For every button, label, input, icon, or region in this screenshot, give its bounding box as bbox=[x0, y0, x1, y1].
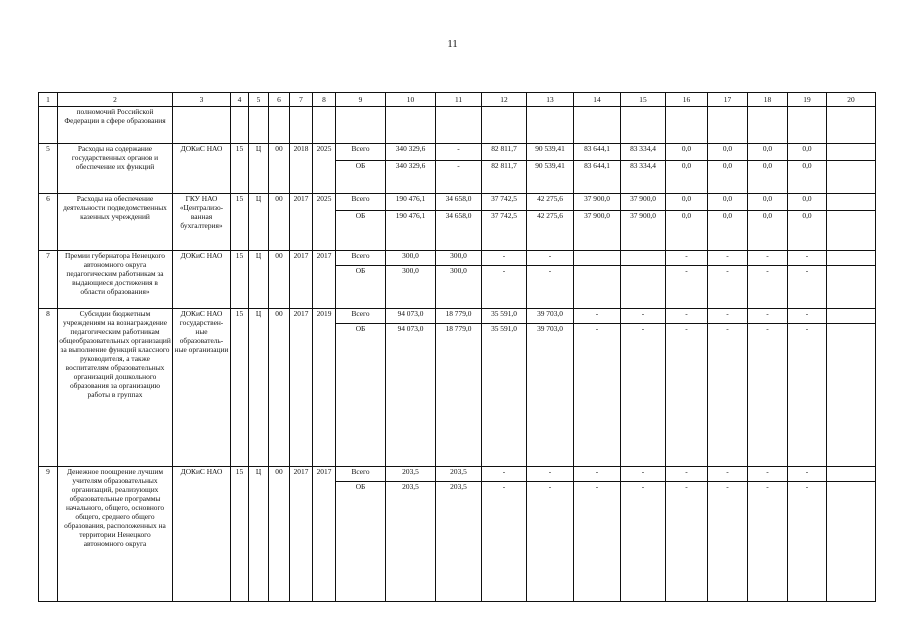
empty-cell bbox=[436, 107, 482, 144]
executor: ДОКиС НАО bbox=[173, 251, 231, 309]
year-2025-value: - bbox=[788, 467, 827, 482]
year-2022-value: - bbox=[666, 482, 708, 602]
code-2: Ц bbox=[249, 309, 269, 467]
year-2022-value: - bbox=[666, 309, 708, 324]
year-2024-value: 0,0 bbox=[748, 144, 788, 161]
funding-source: Всего bbox=[336, 194, 386, 211]
total-value: 340 329,6 bbox=[386, 144, 436, 161]
year-2024-value: 0,0 bbox=[748, 194, 788, 211]
column-header-year-2020: 14 bbox=[574, 93, 621, 107]
year-2019-value: - bbox=[527, 467, 574, 482]
extra-value bbox=[827, 467, 876, 482]
year-2022-value: 0,0 bbox=[666, 211, 708, 251]
empty-cell bbox=[386, 107, 436, 144]
year-2018-value: 35 591,0 bbox=[482, 309, 527, 324]
code-3: 00 bbox=[269, 309, 290, 467]
funding-source: ОБ bbox=[336, 324, 386, 467]
year-2020-value: 83 644,1 bbox=[574, 144, 621, 161]
year-2018-value: - bbox=[482, 467, 527, 482]
year-2020-value: - bbox=[574, 467, 621, 482]
code-2: Ц bbox=[249, 251, 269, 309]
year-2022-value: - bbox=[666, 266, 708, 309]
code-1: 15 bbox=[231, 194, 249, 251]
row-number: 5 bbox=[39, 144, 58, 194]
year-2025-value: - bbox=[788, 251, 827, 266]
year-2019-value: 42 275,6 bbox=[527, 211, 574, 251]
year-2023-value: - bbox=[708, 324, 748, 467]
year-2024-value: 0,0 bbox=[748, 161, 788, 194]
year-2023-value: 0,0 bbox=[708, 144, 748, 161]
measure-name: Денежное поощрение лучшим учителям образовательных организаций, реализующих образовательные программы начального, общего, основного общего, среднего общего образования, расположенных на территории Ненецкого автономного округа bbox=[58, 467, 173, 602]
year-2024-value: - bbox=[748, 482, 788, 602]
year-start: 2017 bbox=[290, 251, 313, 309]
total-value: 190 476,1 bbox=[386, 194, 436, 211]
empty-cell bbox=[482, 107, 527, 144]
funding-source: Всего bbox=[336, 144, 386, 161]
funding-source: ОБ bbox=[336, 266, 386, 309]
empty-cell bbox=[313, 107, 336, 144]
extra-value bbox=[827, 266, 876, 309]
year-2018-value: - bbox=[482, 266, 527, 309]
year-2024-value: - bbox=[748, 266, 788, 309]
year-2025-value: 0,0 bbox=[788, 161, 827, 194]
year-2018-value: 82 811,7 bbox=[482, 161, 527, 194]
year-2018-value: 37 742,5 bbox=[482, 194, 527, 211]
empty-cell bbox=[39, 107, 58, 144]
header-row bbox=[39, 93, 876, 107]
funding-source: ОБ bbox=[336, 161, 386, 194]
column-header-year-2018: 12 bbox=[482, 93, 527, 107]
year-2020-value bbox=[574, 266, 621, 309]
year-2022-value: - bbox=[666, 324, 708, 467]
column-header-year-2019: 13 bbox=[527, 93, 574, 107]
year-2022-value: 0,0 bbox=[666, 144, 708, 161]
column-header-measure-name: 2 bbox=[58, 93, 173, 107]
executor: ДОКиС НАО государствен-ные образователь-ные организации bbox=[173, 309, 231, 467]
total-value: 94 073,0 bbox=[386, 324, 436, 467]
empty-cell bbox=[527, 107, 574, 144]
year-start: 2017 bbox=[290, 467, 313, 602]
year-end: 2019 bbox=[313, 309, 336, 467]
year-end: 2025 bbox=[313, 194, 336, 251]
year-2022-value: 0,0 bbox=[666, 161, 708, 194]
year-2024-value: - bbox=[748, 251, 788, 266]
year-2020-value: - bbox=[574, 324, 621, 467]
total-value: 203,5 bbox=[386, 467, 436, 482]
code-1: 15 bbox=[231, 251, 249, 309]
table-row bbox=[39, 251, 876, 266]
year-2021-value: 37 900,0 bbox=[621, 194, 666, 211]
extra-value bbox=[827, 309, 876, 324]
year-2023-value: 0,0 bbox=[708, 194, 748, 211]
column-header-year-2024: 18 bbox=[748, 93, 788, 107]
year-2020-value: - bbox=[574, 309, 621, 324]
column-header-year-2021: 15 bbox=[621, 93, 666, 107]
empty-cell bbox=[231, 107, 249, 144]
year-2021-value: - bbox=[621, 467, 666, 482]
funding-source: Всего bbox=[336, 309, 386, 324]
table-row bbox=[39, 194, 876, 211]
year-2024-value: 0,0 bbox=[748, 211, 788, 251]
empty-cell bbox=[269, 107, 290, 144]
year-2018-value: 37 742,5 bbox=[482, 211, 527, 251]
year-2019-value: 90 539,41 bbox=[527, 161, 574, 194]
column-header-total: 10 bbox=[386, 93, 436, 107]
empty-cell bbox=[748, 107, 788, 144]
year-2019-value: 90 539,41 bbox=[527, 144, 574, 161]
extra-value bbox=[827, 144, 876, 161]
table-row bbox=[39, 309, 876, 324]
column-header-code-3: 6 bbox=[269, 93, 290, 107]
year-2020-value: - bbox=[574, 482, 621, 602]
year-2018-value: 35 591,0 bbox=[482, 324, 527, 467]
code-1: 15 bbox=[231, 467, 249, 602]
year-2017-value: 300,0 bbox=[436, 266, 482, 309]
column-header-code-2: 5 bbox=[249, 93, 269, 107]
year-2021-value: 83 334,4 bbox=[621, 144, 666, 161]
year-2019-value: - bbox=[527, 251, 574, 266]
year-2017-value: 34 658,0 bbox=[436, 211, 482, 251]
column-header-funding-source: 9 bbox=[336, 93, 386, 107]
year-2019-value: 42 275,6 bbox=[527, 194, 574, 211]
year-2025-value: 0,0 bbox=[788, 211, 827, 251]
total-value: 340 329,6 bbox=[386, 161, 436, 194]
continuation-row bbox=[39, 107, 876, 144]
year-2021-value bbox=[621, 266, 666, 309]
measure-name: Субсидии бюджетным учреждениям на вознаграждение педагогическим работникам общеобразовательных организаций за выполнение функций классного руководителя, а также воспитателям образовательных организаций дошкольного образования за организацию работы в группах bbox=[58, 309, 173, 467]
extra-value bbox=[827, 161, 876, 194]
year-start: 2018 bbox=[290, 144, 313, 194]
total-value: 94 073,0 bbox=[386, 309, 436, 324]
executor: ДОКиС НАО bbox=[173, 467, 231, 602]
year-2025-value: - bbox=[788, 482, 827, 602]
column-header-row-number: 1 bbox=[39, 93, 58, 107]
year-2019-value: 39 703,0 bbox=[527, 324, 574, 467]
year-2017-value: - bbox=[436, 144, 482, 161]
year-2017-value: 18 779,0 bbox=[436, 309, 482, 324]
column-header-extra: 20 bbox=[827, 93, 876, 107]
year-2017-value: 34 658,0 bbox=[436, 194, 482, 211]
year-2020-value: 37 900,0 bbox=[574, 194, 621, 211]
year-2017-value: 300,0 bbox=[436, 251, 482, 266]
year-2024-value: - bbox=[748, 324, 788, 467]
year-2017-value: 203,5 bbox=[436, 482, 482, 602]
total-value: 190 476,1 bbox=[386, 211, 436, 251]
year-2019-value: 39 703,0 bbox=[527, 309, 574, 324]
measure-name: Расходы на обеспечение деятельности подведомственных казенных учреждений bbox=[58, 194, 173, 251]
code-1: 15 bbox=[231, 144, 249, 194]
funding-source: Всего bbox=[336, 251, 386, 266]
year-2020-value: 83 644,1 bbox=[574, 161, 621, 194]
year-2017-value: 203,5 bbox=[436, 467, 482, 482]
year-2017-value: - bbox=[436, 161, 482, 194]
year-start: 2017 bbox=[290, 194, 313, 251]
executor: ГКУ НАО «Централизо-ванная бухгалтерия» bbox=[173, 194, 231, 251]
year-2023-value: 0,0 bbox=[708, 161, 748, 194]
extra-value bbox=[827, 194, 876, 211]
year-2021-value: 83 334,4 bbox=[621, 161, 666, 194]
empty-cell bbox=[621, 107, 666, 144]
column-header-code-1: 4 bbox=[231, 93, 249, 107]
total-value: 203,5 bbox=[386, 482, 436, 602]
year-2021-value: - bbox=[621, 324, 666, 467]
year-2023-value: 0,0 bbox=[708, 211, 748, 251]
funding-source: ОБ bbox=[336, 482, 386, 602]
measure-name: Расходы на содержание государственных органов и обеспечение их функций bbox=[58, 144, 173, 194]
year-2017-value: 18 779,0 bbox=[436, 324, 482, 467]
year-end: 2025 bbox=[313, 144, 336, 194]
year-2024-value: - bbox=[748, 309, 788, 324]
empty-cell bbox=[708, 107, 748, 144]
year-2025-value: - bbox=[788, 266, 827, 309]
table-row bbox=[39, 467, 876, 482]
row-number: 8 bbox=[39, 309, 58, 467]
year-2021-value: 37 900,0 bbox=[621, 211, 666, 251]
year-end: 2017 bbox=[313, 467, 336, 602]
measure-name: Премии губернатора Ненецкого автономного округа педагогическим работникам за выдающиеся достижения в области образования» bbox=[58, 251, 173, 309]
year-2023-value: - bbox=[708, 309, 748, 324]
code-3: 00 bbox=[269, 194, 290, 251]
row-number: 9 bbox=[39, 467, 58, 602]
code-2: Ц bbox=[249, 144, 269, 194]
empty-cell bbox=[173, 107, 231, 144]
year-2025-value: - bbox=[788, 324, 827, 467]
empty-cell bbox=[788, 107, 827, 144]
budget-table bbox=[38, 92, 876, 602]
funding-source: Всего bbox=[336, 467, 386, 482]
year-2021-value: - bbox=[621, 309, 666, 324]
empty-cell bbox=[574, 107, 621, 144]
year-2018-value: - bbox=[482, 251, 527, 266]
empty-cell bbox=[249, 107, 269, 144]
extra-value bbox=[827, 324, 876, 467]
page-number: 11 bbox=[447, 38, 458, 50]
row-number: 7 bbox=[39, 251, 58, 309]
year-2023-value: - bbox=[708, 251, 748, 266]
measure-name: полномочий Российской Федерации в сфере образования bbox=[58, 107, 173, 144]
year-2019-value: - bbox=[527, 266, 574, 309]
empty-cell bbox=[336, 107, 386, 144]
code-3: 00 bbox=[269, 467, 290, 602]
code-2: Ц bbox=[249, 194, 269, 251]
year-2024-value: - bbox=[748, 467, 788, 482]
year-2025-value: - bbox=[788, 309, 827, 324]
year-2025-value: 0,0 bbox=[788, 144, 827, 161]
year-end: 2017 bbox=[313, 251, 336, 309]
extra-value bbox=[827, 211, 876, 251]
year-2022-value: - bbox=[666, 251, 708, 266]
total-value: 300,0 bbox=[386, 266, 436, 309]
year-2018-value: 82 811,7 bbox=[482, 144, 527, 161]
empty-cell bbox=[666, 107, 708, 144]
column-header-year-2022: 16 bbox=[666, 93, 708, 107]
funding-source: ОБ bbox=[336, 211, 386, 251]
year-2019-value: - bbox=[527, 482, 574, 602]
year-2023-value: - bbox=[708, 266, 748, 309]
code-2: Ц bbox=[249, 467, 269, 602]
code-1: 15 bbox=[231, 309, 249, 467]
empty-cell bbox=[827, 107, 876, 144]
year-2025-value: 0,0 bbox=[788, 194, 827, 211]
extra-value bbox=[827, 251, 876, 266]
code-3: 00 bbox=[269, 144, 290, 194]
column-header-year-end: 8 bbox=[313, 93, 336, 107]
table-row bbox=[39, 144, 876, 161]
row-number: 6 bbox=[39, 194, 58, 251]
year-2020-value bbox=[574, 251, 621, 266]
column-header-year-2017: 11 bbox=[436, 93, 482, 107]
code-3: 00 bbox=[269, 251, 290, 309]
column-header-year-2025: 19 bbox=[788, 93, 827, 107]
extra-value bbox=[827, 482, 876, 602]
year-2018-value: - bbox=[482, 482, 527, 602]
executor: ДОКиС НАО bbox=[173, 144, 231, 194]
column-header-year-start: 7 bbox=[290, 93, 313, 107]
column-header-executor: 3 bbox=[173, 93, 231, 107]
total-value: 300,0 bbox=[386, 251, 436, 266]
year-2023-value: - bbox=[708, 467, 748, 482]
year-start: 2017 bbox=[290, 309, 313, 467]
year-2021-value: - bbox=[621, 482, 666, 602]
year-2022-value: 0,0 bbox=[666, 194, 708, 211]
empty-cell bbox=[290, 107, 313, 144]
year-2020-value: 37 900,0 bbox=[574, 211, 621, 251]
year-2021-value bbox=[621, 251, 666, 266]
year-2023-value: - bbox=[708, 482, 748, 602]
year-2022-value: - bbox=[666, 467, 708, 482]
column-header-year-2023: 17 bbox=[708, 93, 748, 107]
